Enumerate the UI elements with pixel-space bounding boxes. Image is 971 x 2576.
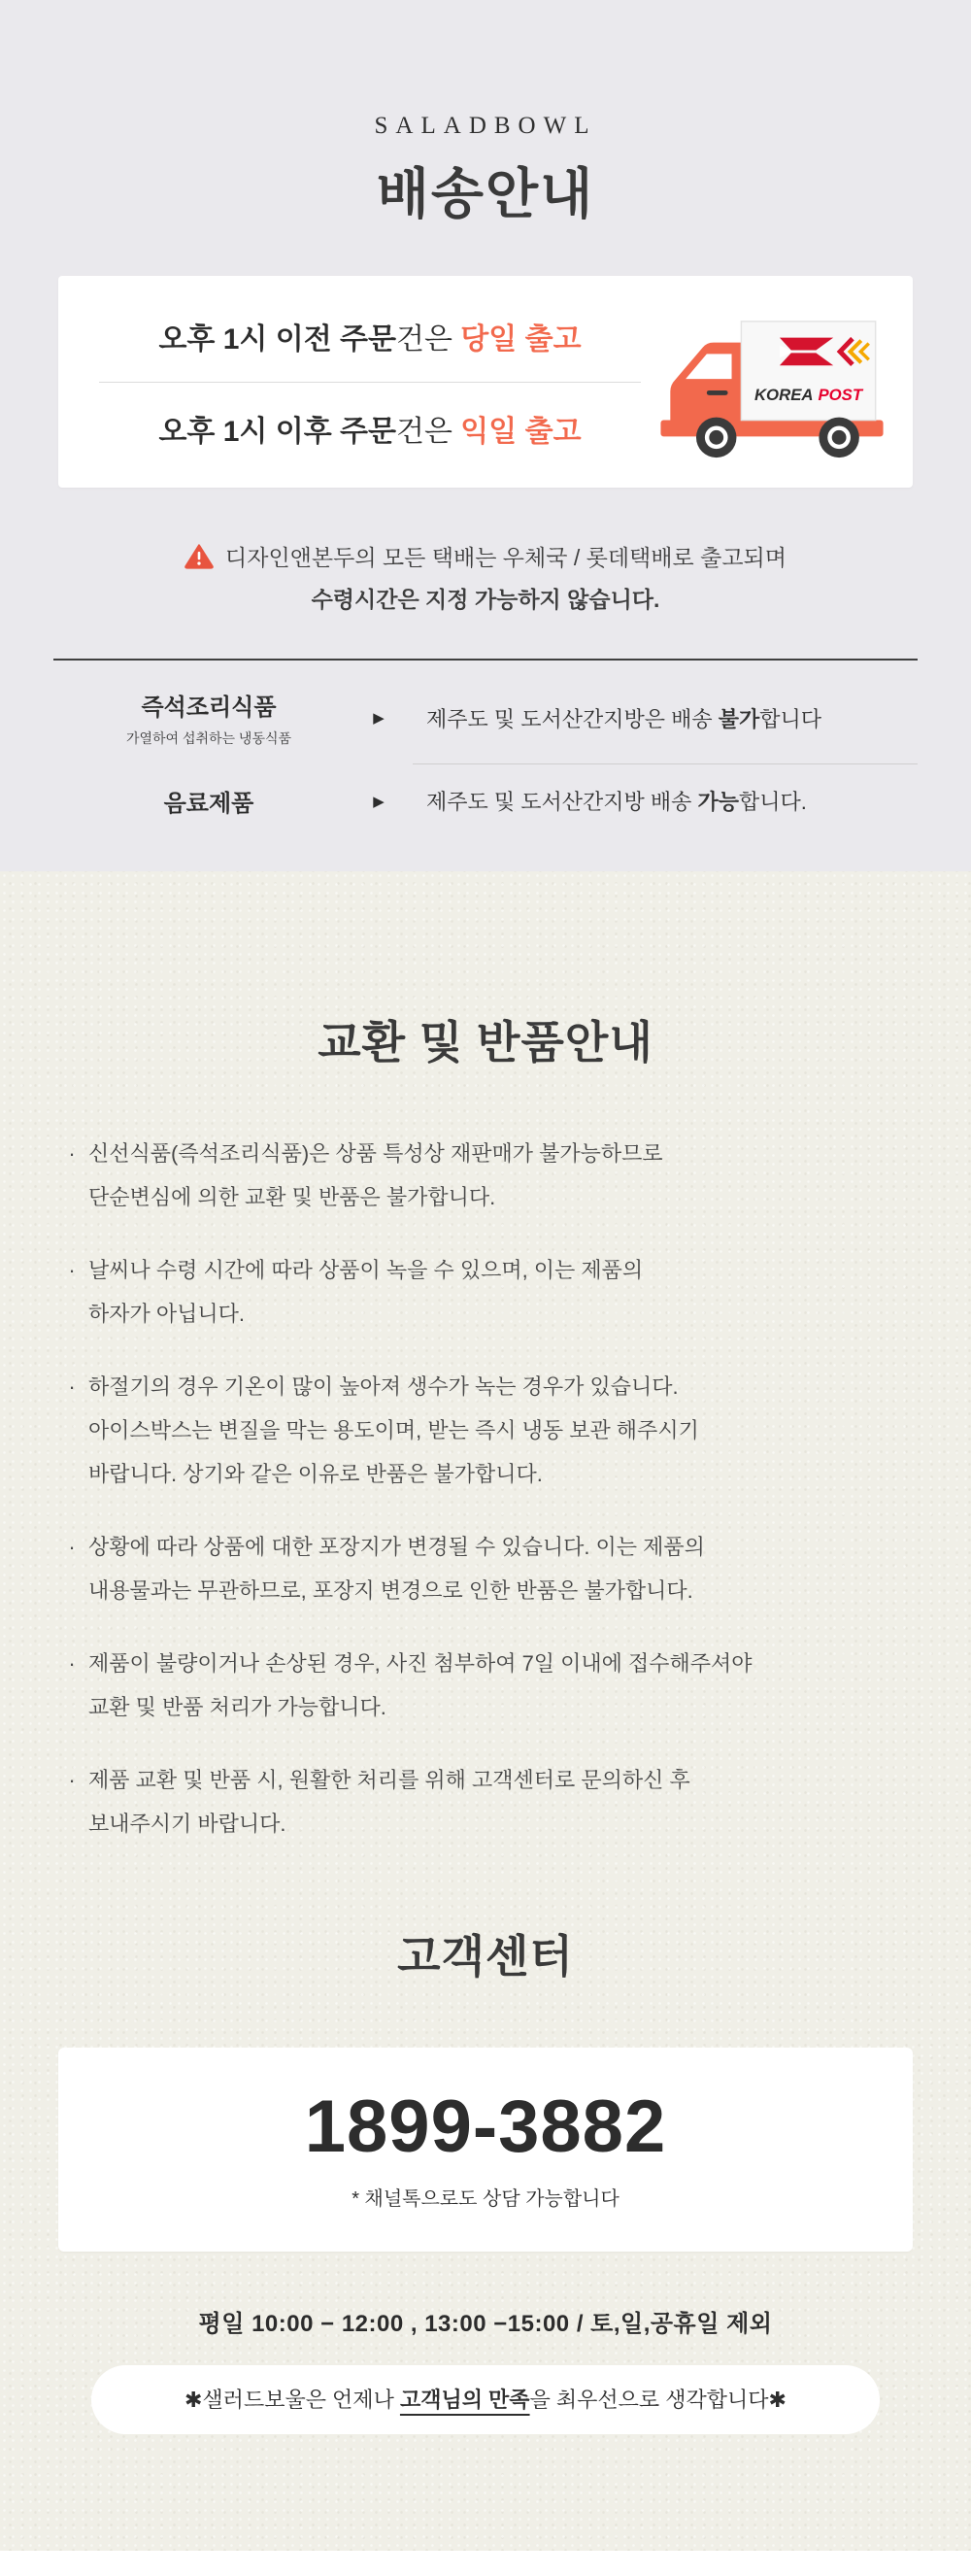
list-item: · 하절기의 경우 기온이 많이 높아져 생수가 녹는 경우가 있습니다. 아이스박스는 변질을 막는 용도이며, 받는 즉시 냉동 보관 해주시기 바랍니다. 상기와 같은 이유로 반품은 불가합니다. <box>55 1365 916 1496</box>
arrow-right-icon: ▶ <box>373 710 385 727</box>
dispatch-lines <box>99 315 641 450</box>
dispatch-info-card <box>58 276 913 488</box>
list-item: · 제품이 불량이거나 손상된 경우, 사진 첨부하여 7일 이내에 접수해주셔야 교환 및 반품 처리가 가능합니다. <box>55 1642 916 1729</box>
bullet-dot: · <box>68 1651 76 1676</box>
delivery-truck-illustration <box>656 309 887 462</box>
brand-logo-text: SALADBOWL <box>374 113 597 139</box>
bullet-dot: · <box>68 1374 76 1399</box>
delivery-section <box>0 0 971 871</box>
table-row-instant-food <box>73 661 918 748</box>
availability-text: 제주도 및 도서산간지방 배송 가능합니다. <box>426 790 807 814</box>
bullet-dot: · <box>68 1535 76 1559</box>
rear-wheel <box>819 418 858 458</box>
carrier-notice-line1: 디자인앤본두의 모든 택배는 우체국 / 롯데택배로 출고되며 <box>0 540 971 572</box>
customer-satisfaction-emphasis: 고객님의 만족 <box>399 2388 530 2412</box>
business-hours: 평일 10:00 − 12:00 , 13:00 −15:00 / 토,일,공휴일 제외 <box>198 2311 773 2337</box>
brand-promise-pill: ✱샐러드보울은 언제나 고객님의 만족을 최우선으로 생각합니다✱ <box>91 2365 880 2434</box>
bullet-dot: · <box>68 1258 76 1282</box>
availability-text: 제주도 및 도서산간지방은 배송 불가합니다 <box>426 706 822 731</box>
bullet-dot: · <box>68 1141 76 1166</box>
carrier-notice-line2: 수령시간은 지정 가능하지 않습니다. <box>311 587 660 612</box>
door-handle <box>707 390 728 395</box>
cargo-box <box>741 322 875 421</box>
same-day-highlight: 당일 출고 <box>460 322 582 356</box>
list-item: · 신선식품(즉석조리식품)은 상품 특성상 재판매가 불가능하므로 단순변심에 의한 교환 및 반품은 불가합니다. <box>55 1132 916 1219</box>
svg-text:KOREAPOST: KOREA POST <box>753 385 863 404</box>
dispatch-line-same-day: 오후 1시 이전 주문건은 당일 출고 <box>158 322 582 356</box>
list-item: · 제품 교환 및 반품 시, 원활한 처리를 위해 고객센터로 문의하신 후 보내주시기 바랍니다. <box>55 1758 916 1846</box>
warning-triangle-icon <box>184 543 214 569</box>
list-item: · 상황에 따라 상품에 대한 포장지가 변경될 수 있습니다. 이는 제품의 내용물과는 무관하므로, 포장지 변경으로 인한 반품은 불가합니다. <box>55 1525 916 1612</box>
bullet-dot: · <box>68 1768 76 1792</box>
next-day-highlight: 익일 출고 <box>460 415 582 448</box>
category-cell: 즉석조리식품 가열하여 섭취하는 냉동식품 <box>125 695 292 746</box>
phone-number: 1899-3882 <box>304 2085 667 2168</box>
list-item: · 날씨나 수령 시간에 따라 상품이 녹을 수 있으며, 이는 제품의 하자가 아닙니다. <box>55 1248 916 1336</box>
page-title: 배송안내 <box>376 163 595 224</box>
phone-note: * 채널톡으로도 상담 가능합니다 <box>352 2188 619 2210</box>
customer-service-card <box>58 2048 913 2252</box>
dispatch-line-next-day: 오후 1시 이후 주문건은 익일 출고 <box>158 415 582 448</box>
returns-title: 교환 및 반품안내 <box>318 1017 653 1068</box>
region-availability-table <box>53 661 918 818</box>
carrier-notice <box>0 540 971 614</box>
arrow-right-icon: ▶ <box>373 793 385 810</box>
table-row-beverage <box>73 764 918 818</box>
returns-policy-list <box>55 1132 916 1846</box>
dispatch-divider <box>99 382 641 383</box>
customer-service-title: 고객센터 <box>397 1931 574 1982</box>
front-wheel <box>696 418 736 458</box>
returns-and-cs-section <box>0 871 971 2551</box>
category-cell: 음료제품 <box>163 791 254 817</box>
korea-post-truck-icon <box>656 309 887 462</box>
